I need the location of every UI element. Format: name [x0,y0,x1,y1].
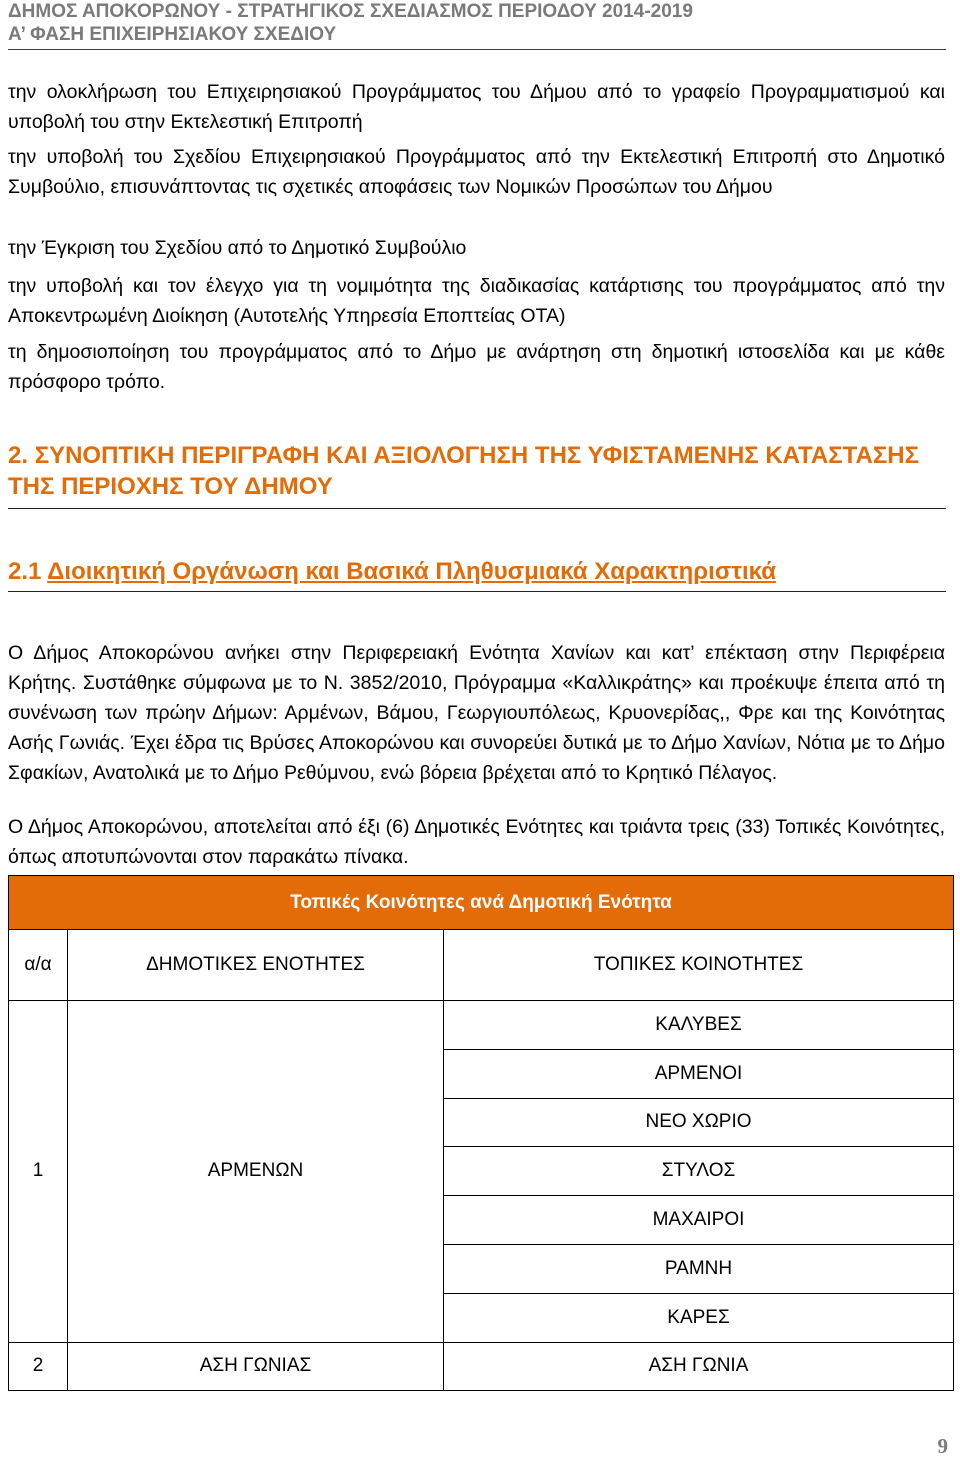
community-cell: ΝΕΟ ΧΩΡΙΟ [444,1098,954,1147]
subsection-title: Διοικητική Οργάνωση και Βασικά Πληθυσμιακά Χαρακτηριστικά [47,558,776,585]
municipal-unit: ΑΡΜΕΝΩΝ [68,1001,444,1343]
table-row [9,1342,954,1391]
page-number: 9 [937,1434,948,1458]
list-item: την υποβολή του Σχεδίου Επιχειρησιακού Προγράμματος από την Εκτελεστική Επιτροπή στο Δημοτικό Συμβούλιο, επισυνάπτοντας τις σχετικές αποφάσεις των Νομικών Προσώπων του Δήμου [8,146,945,198]
table-caption: Τοπικές Κοινότητες ανά Δημοτική Ενότητα [9,876,954,930]
body-paragraph: Ο Δήμος Αποκορώνου, αποτελείται από έξι (6) Δημοτικές Ενότητες και τριάντα τρεις (33) Τοπικές Κοινότητες, όπως αποτυπώνονται στον παρακάτω πίνακα. [8,816,945,868]
list-item: την Έγκριση του Σχεδίου από το Δημοτικό Συμβούλιο [8,237,467,259]
community-cell: ΚΑΛΥΒΕΣ [444,1001,954,1050]
list-item: την υποβολή και τον έλεγχο για τη νομιμότητα της διαδικασίας κατάρτισης του προγράμματος από την Αποκεντρωμένη Διοίκηση (Αυτοτελής Υπηρεσία Εποπτείας ΟΤΑ) [8,275,945,327]
community-cell: ΚΑΡΕΣ [444,1293,954,1342]
subsection-number: 2.1 [8,558,42,585]
row-number: 1 [9,1001,68,1343]
list-item: τη δημοσιοποίηση του προγράμματος από το Δήμο με ανάρτηση στη δημοτική ιστοσελίδα και με κάθε πρόσφορο τρόπο. [8,341,945,393]
running-header [8,0,946,50]
header-subtitle: Α’ ΦΑΣΗ ΕΠΙΧΕΙΡΗΣΙΑΚΟΥ ΣΧΕΔΙΟΥ [8,24,337,45]
community-cell: ΣΤΥΛΟΣ [444,1147,954,1196]
subsection-heading [8,557,946,592]
community-cell: ΡΑΜΝΗ [444,1244,954,1293]
list-item: την ολοκλήρωση του Επιχειρησιακού Προγράμματος του Δήμου από το γραφείο Προγραμματισμού και υποβολή του στην Εκτελεστική Επιτροπή [8,81,945,133]
body-paragraph: Ο Δήμος Αποκορώνου ανήκει στην Περιφερειακή Ενότητα Χανίων και κατ’ επέκταση στην Περιφέρεια Κρήτης. Συστάθηκε σύμφωνα με το Ν. 3852/2010, Πρόγραμμα «Καλλικράτης» και προέκυψε έπειτα από τη συνένωση των πρώην Δήμων: Αρμένων, Βάμου, Γεωργιουπόλεως, Κρυονερίδας,, Φρε και της Κοινότητας Ασής Γωνιάς. Έχει έδρα τις Βρύσες Αποκορώνου και συνορεύει δυτικά με το Δήμο Χανίων, Νότια με το Δήμο Σφακίων, Ανατολικά με το Δήμο Ρεθύμνου, ενώ βόρεια βρέχεται από το Κρητικό Πέλαγος. [8,642,945,784]
section-title: ΣΥΝΟΠΤΙΚΗ ΠΕΡΙΓΡΑΦΗ ΚΑΙ ΑΞΙΟΛΟΓΗΣΗ ΤΗΣ ΥΦΙΣΤΑΜΕΝΗΣ ΚΑΤΑΣΤΑΣΗΣ ΤΗΣ ΠΕΡΙΟΧΗΣ ΤΟΥ ΔΗΜΟΥ [8,442,919,500]
header-title: ΔΗΜΟΣ ΑΠΟΚΟΡΩΝΟΥ - ΣΤΡΑΤΗΓΙΚΟΣ ΣΧΕΔΙΑΣΜΟΣ ΠΕΡΙΟΔΟΥ 2014-2019 [8,1,693,22]
communities-table [8,875,954,1391]
community-cell: ΑΡΜΕΝΟΙ [444,1049,954,1098]
municipal-unit: ΑΣΗ ΓΩΝΙΑΣ [68,1342,444,1391]
table-row [9,1001,954,1050]
column-header: α/α [9,930,68,1001]
community-cell: ΜΑΧΑΙΡΟΙ [444,1196,954,1245]
column-header: ΤΟΠΙΚΕΣ ΚΟΙΝΟΤΗΤΕΣ [444,930,954,1001]
community-cell: ΑΣΗ ΓΩΝΙΑ [444,1342,954,1391]
row-number: 2 [9,1342,68,1391]
section-heading [8,440,946,509]
section-number: 2. [8,442,29,469]
column-header: ΔΗΜΟΤΙΚΕΣ ΕΝΟΤΗΤΕΣ [68,930,444,1001]
